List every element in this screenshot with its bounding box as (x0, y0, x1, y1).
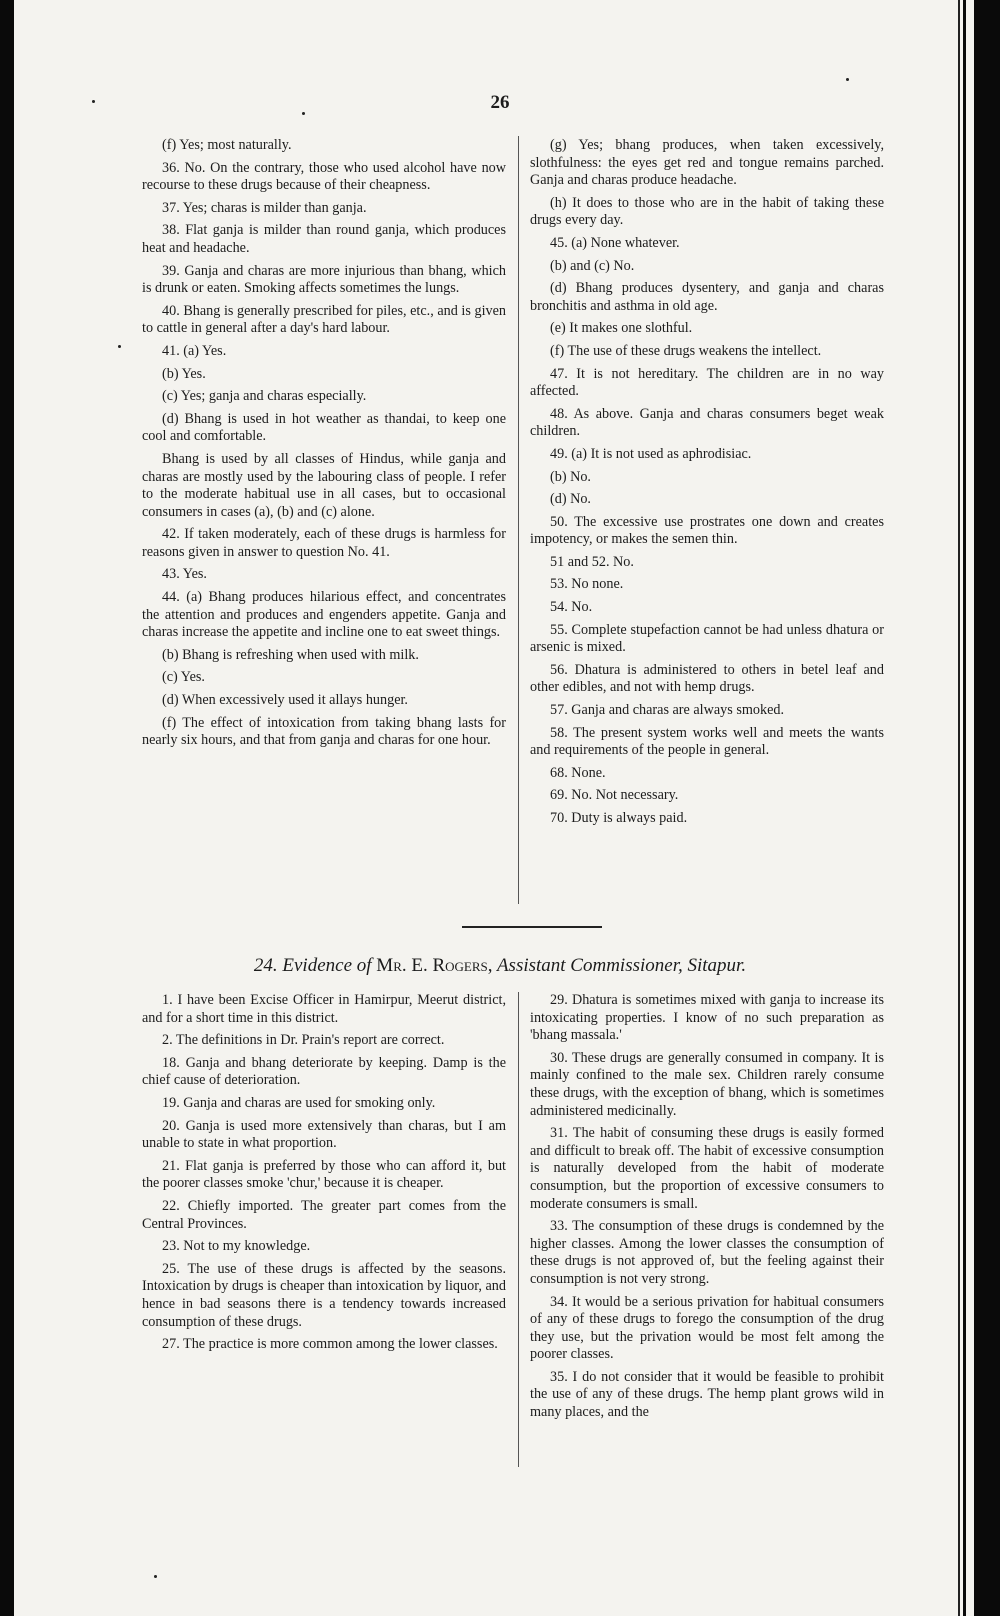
paragraph: 23. Not to my knowledge. (162, 1238, 311, 1255)
paragraph: (b) No. (550, 468, 591, 485)
column-divider (518, 992, 519, 1467)
paragraph: 68. None. (550, 764, 606, 781)
paragraph: (d) Bhang produces dysentery, and ganja and charas bronchitis and asthma in old age. (530, 280, 884, 314)
paragraph: (f) The effect of intoxication from taking bhang lasts for nearly six hours, and that from ganja and charas for one hour. (142, 714, 506, 749)
page-edge-rule (963, 0, 966, 1616)
heading-title: Assistant Commissioner, Sitapur. (496, 955, 747, 976)
paragraph: 55. Complete stupefaction cannot be had unless dhatura or arsenic is mixed. (530, 621, 884, 656)
paragraph: 69. No. Not necessary. (550, 787, 679, 804)
paragraph: 33. The consumption of these drugs is condemned by the higher classes. Among the lower classes the consumption of these drugs is not approved of, but the feeling against their consumption is not very strong. (530, 1218, 884, 1287)
paragraph: 50. The excessive use prostrates one down and creates impotency, or makes the semen thin. (530, 513, 884, 548)
paragraph: (b) and (c) No. (550, 257, 635, 274)
paragraph: (d) Bhang is used in hot weather as thandai, to keep one cool and comfortable. (142, 410, 506, 445)
paragraph: 39. Ganja and charas are more injurious than bhang, which is drunk or eaten. Smoking affects sometimes the lungs. (142, 262, 506, 297)
paragraph: 56. Dhatura is administered to others in betel leaf and other edibles, and not with hemp drugs. (530, 661, 884, 696)
page-number: 26 (490, 92, 510, 113)
paragraph: 44. (a) Bhang produces hilarious effect, and concentrates the attention and produces and engenders appetite. Ganja and charas increase the appetite and incline one to eat sweet things. (142, 589, 506, 641)
paragraph: 54. No. (550, 599, 593, 616)
paragraph: 49. (a) It is not used as aphrodisiac. (550, 445, 752, 462)
paragraph: 70. Duty is always paid. (550, 810, 688, 826)
paragraph: 53. No none. (550, 576, 624, 593)
paragraph: 35. I do not consider that it would be feasible to prohibit the use of any of these drugs. The hemp plant grows wild in many places, and the (530, 1368, 884, 1421)
column-bottom-right (530, 992, 884, 1427)
paragraph: 42. If taken moderately, each of these drugs is harmless for reasons given in answer to question No. 41. (142, 526, 506, 560)
paragraph: Bhang is used by all classes of Hindus, while ganja and charas are mostly used by the labouring class of people. I refer to the moderate habitual use in all cases, but to occasional consumers in cases (a), (b) and (c) alone. (142, 450, 506, 520)
paragraph: (c) Yes; ganja and charas especially. (162, 388, 367, 405)
paragraph: (c) Yes. (162, 669, 205, 686)
paragraph: (f) The use of these drugs weakens the intellect. (550, 342, 822, 359)
paragraph: 29. Dhatura is sometimes mixed with ganja to increase its intoxicating properties. I know of no such preparation as 'bhang massala.' (530, 992, 884, 1044)
paragraph: 27. The practice is more common among the lower classes. (162, 1336, 498, 1353)
page-edge-rule-inner (958, 0, 960, 1616)
paragraph: (b) Bhang is refreshing when used with milk. (162, 646, 419, 663)
paragraph: 31. The habit of consuming these drugs is easily formed and difficult to break off. The habit of excessive consumption is naturally developed from the habit of moderate consumption, but the proportion of excessive consumers to moderate consumers is small. (530, 1125, 884, 1212)
paragraph: 57. Ganja and charas are always smoked. (550, 702, 785, 719)
paragraph: 21. Flat ganja is preferred by those who can afford it, but the poorer classes smoke 'chur,' because it is cheaper. (142, 1157, 506, 1192)
speck (302, 112, 305, 115)
paragraph: (b) Yes. (162, 365, 206, 382)
paragraph: 20. Ganja is used more extensively than charas, but I am unable to state in what proportion. (142, 1117, 506, 1152)
column-top-left (142, 137, 506, 755)
paragraph: 41. (a) Yes. (162, 342, 227, 359)
paragraph: (h) It does to those who are in the habit of taking these drugs every day. (530, 194, 884, 229)
paragraph: 47. It is not hereditary. The children are in no way affected. (530, 365, 884, 400)
paragraph: (f) Yes; most naturally. (162, 137, 292, 153)
speck (154, 1575, 157, 1578)
evidence-heading (0, 955, 1000, 977)
paragraph: 45. (a) None whatever. (550, 234, 680, 251)
paragraph: 22. Chiefly imported. The greater part comes from the Central Provinces. (142, 1197, 506, 1232)
paragraph: (d) When excessively used it allays hunger. (162, 692, 408, 709)
heading-name: Mr. E. Rogers, (376, 955, 493, 976)
paragraph: 38. Flat ganja is milder than round ganja, which produces heat and headache. (142, 222, 506, 256)
paragraph: 19. Ganja and charas are used for smoking only. (162, 1094, 436, 1111)
paragraph: 43. Yes. (162, 566, 207, 583)
paragraph: (e) It makes one slothful. (550, 320, 693, 337)
paragraph: 40. Bhang is generally prescribed for piles, etc., and is given to cattle in general after a day's hard labour. (142, 302, 506, 337)
paragraph: 2. The definitions in Dr. Prain's report are correct. (162, 1032, 445, 1049)
paragraph: 30. These drugs are generally consumed in company. It is mainly confined to the male sex. Children rarely consume these drugs, with the exception of bhang, which is sometimes administered medicinally. (530, 1049, 884, 1119)
paragraph: (g) Yes; bhang produces, when taken excessively, slothfulness: the eyes get red and tongue remains parched. Ganja and charas produce headache. (530, 137, 884, 189)
paragraph: 51 and 52. No. (550, 553, 634, 570)
paragraph: (d) No. (550, 491, 591, 508)
paragraph: 58. The present system works well and meets the wants and requirements of the people in general. (530, 724, 884, 759)
paragraph: 48. As above. Ganja and charas consumers beget weak children. (530, 405, 884, 440)
speck (92, 100, 95, 103)
column-divider (518, 136, 519, 904)
column-top-right (530, 137, 884, 833)
speck (846, 78, 849, 81)
paragraph: 34. It would be a serious privation for habitual consumers of any of these drugs to forego the consumption of the drug they use, but the privation would be most felt among the poorer classes. (530, 1293, 884, 1363)
heading-prefix: 24. Evidence of (253, 955, 372, 976)
speck (118, 345, 121, 348)
column-bottom-left (142, 992, 506, 1359)
paragraph: 37. Yes; charas is milder than ganja. (162, 199, 367, 216)
section-rule (462, 926, 602, 928)
paragraph: 18. Ganja and bhang deteriorate by keeping. Damp is the chief cause of deterioration. (142, 1054, 506, 1089)
paragraph: 25. The use of these drugs is affected by the seasons. Intoxication by drugs is cheaper than intoxication by liquor, and hence in bad seasons there is a tendency towards increased consumption of these drugs. (142, 1260, 506, 1330)
paragraph: 1. I have been Excise Officer in Hamirpur, Meerut district, and for a short time in this district. (142, 992, 506, 1026)
paragraph: 36. No. On the contrary, those who used alcohol have now recourse to these drugs because of their cheapness. (142, 159, 506, 194)
